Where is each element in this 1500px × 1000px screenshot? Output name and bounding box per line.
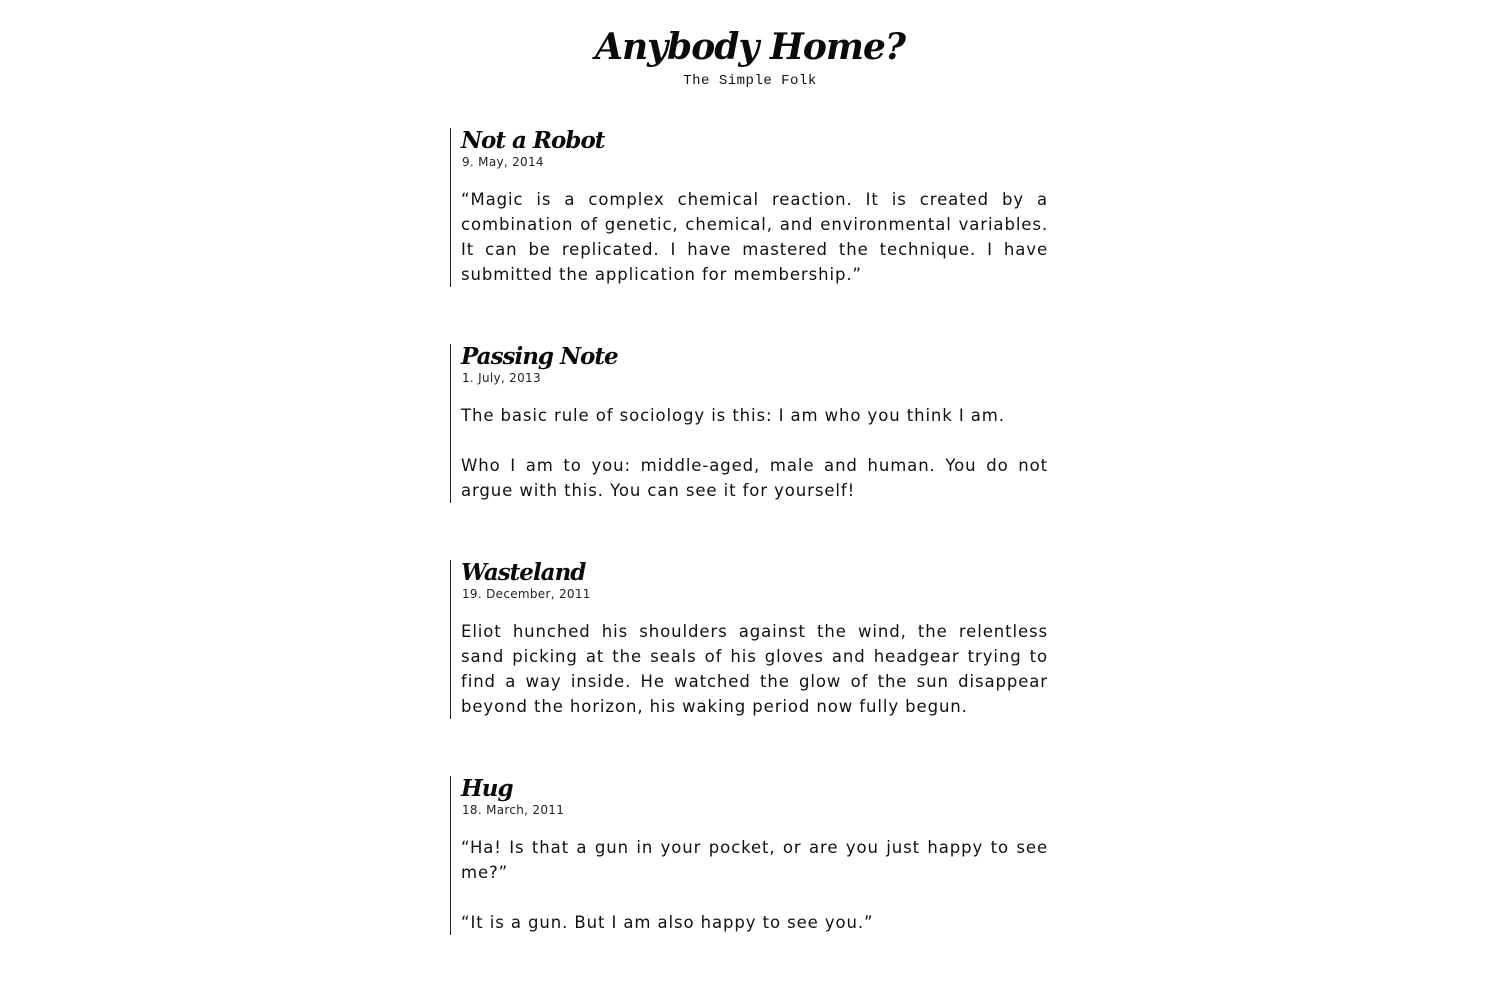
site-title[interactable]: Anybody Home? [595,26,905,68]
post-date: 9. May, 2014 [462,155,544,169]
post-date: 1. July, 2013 [462,371,541,385]
site-header [0,22,1500,90]
post-title[interactable]: Hug [461,775,513,802]
post-wasteland [450,560,1048,719]
post-paragraph: “It is a gun. But I am also happy to see you.” [461,913,874,932]
post-paragraph: “Ha! Is that a gun in your pocket, or are you just happy to see me?” [461,838,1048,882]
site-subtitle: The Simple Folk [683,73,817,89]
post-not-a-robot [450,128,1048,287]
post-hug [450,776,1048,935]
post-paragraph: Who I am to you: middle-aged, male and human. You do not argue with this. You can see it for yourself! [461,456,1048,500]
post-paragraph: Eliot hunched his shoulders against the wind, the relentless sand picking at the seals of his gloves and headgear trying to find a way inside. He watched the glow of the sun disappear beyond the horizon, his waking period now fully begun. [461,622,1048,716]
post-body [461,403,1048,503]
post-date: 19. December, 2011 [462,587,591,601]
post-date: 18. March, 2011 [462,803,565,817]
post-body [461,187,1048,287]
post-body [461,835,1048,935]
post-paragraph: “Magic is a complex chemical reaction. It is created by a combination of genetic, chemical, and environmental variables. It can be replicated. I have mastered the technique. I have submitted the application for membership.” [461,190,1048,284]
post-title[interactable]: Wasteland [461,559,586,586]
post-title[interactable]: Not a Robot [461,127,605,154]
post-passing-note [450,344,1048,503]
post-body [461,619,1048,719]
post-paragraph: The basic rule of sociology is this: I am who you think I am. [461,406,1005,425]
post-title[interactable]: Passing Note [461,343,618,370]
